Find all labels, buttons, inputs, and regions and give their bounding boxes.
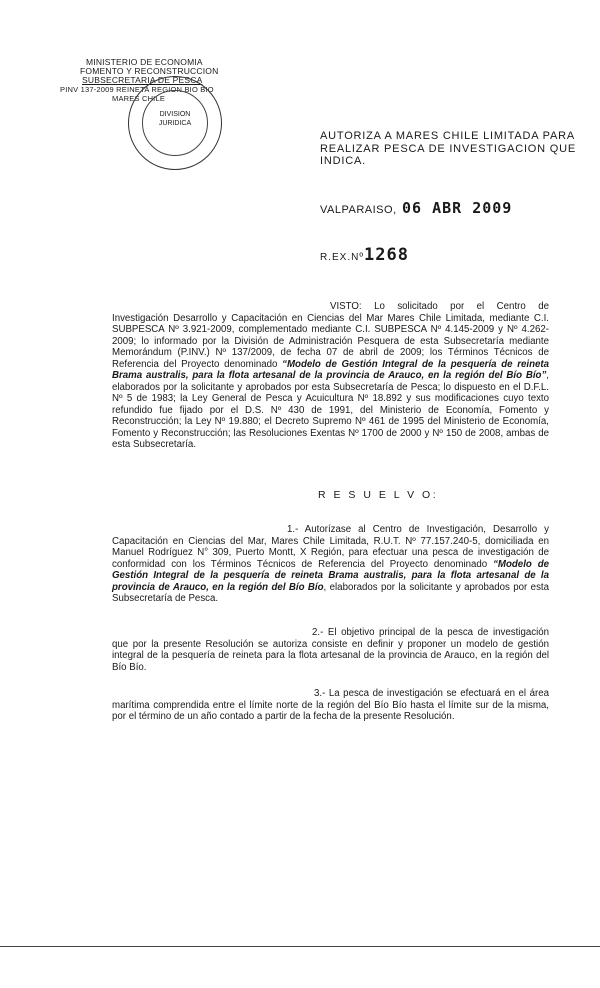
article-1-text-start: 1.- Autorízase al Centro de Investigación, Desarrollo y Capacitación en Ciencias del Mar, Mares Chile Limitada, R.U.T. Nº 77.157.240-5, domiciliada en Manuel Rodríguez N° 309, Puerto Montt, X Región, para efectuar una pesca de investigación de conformidad con los Términos Técnicos de Referencia del Proyecto denominado xyxy=(112,524,549,570)
visto-paragraph xyxy=(112,301,549,451)
article-1 xyxy=(112,524,549,605)
article-3 xyxy=(112,688,549,723)
ministry-line-2: FOMENTO Y RECONSTRUCCION xyxy=(80,66,219,76)
reference-line-1: PINV 137-2009 REINETA REGION BIO BIO xyxy=(60,85,214,94)
article-1-text-end: , elaborados por la solicitante y aprobados por esta Subsecretaría de Pesca. xyxy=(112,581,549,604)
rex-number: 1268 xyxy=(364,245,409,265)
visto-text-end: , elaborados por la solicitante y aprobados por esta Subsecretaría de Pesca; lo dispuesto en el D.F.L. Nº 5 de 1983; la Ley General de Pesca y Acuicultura Nº 18.892 y sus modificaciones cuyo texto refundido fue fijado por el D.S. Nº 430 de 1991, del Ministerio de Economía, Fomento y Reconstrucción; la Ley Nº 19.880; el Decreto Supremo Nº 461 de 1995 del Ministerio de Economía, Fomento y Reconstrucción; las Resoluciones Exentas Nº 1700 de 2000 y Nº 150 de 2008, ambas de esta Subsecretaría. xyxy=(112,370,549,450)
ministry-line-3: SUBSECRETARIA DE PESCA xyxy=(82,75,203,85)
bottom-page-rule xyxy=(0,946,600,947)
reference-line-2: MARES CHILE xyxy=(112,94,166,103)
title-line-1: AUTORIZA A MARES CHILE LIMITADA PARA xyxy=(320,130,575,142)
visto-heading: VISTO: xyxy=(330,301,362,312)
article-3-text: 3.- La pesca de investigación se efectuará en el área marítima comprendida entre el límite norte de la región del Bío Bío hasta el límite sur de la misma, por el término de un año contado a partir de la fecha de la presente Resolución. xyxy=(112,688,549,722)
date-stamp: 06 ABR 2009 xyxy=(402,199,513,217)
title-line-3: INDICA. xyxy=(320,155,366,167)
visto-project-title: “Modelo de Gestión Integral de la pesquería de reineta Brama australis, para la flota artesanal de la provincia de Arauco, en la región del Bío Bío” xyxy=(112,358,549,381)
visto-text-start: Lo solicitado por el Centro de Investigación Desarrollo y Capacitación en Ciencias del Mar Mares Chile Limitada, mediante C.I. SUBPESCA Nº 3.921-2009, complementado mediante C.I. SUBPESCA Nº 4.145-2009 y Nº 4.262-2009; lo informado por la División de Administración Pesquera de esta Subsecretaría mediante Memorándum (P.INV.) Nº 137/2009, de fecha 07 de abril de 2009; los Términos Técnicos de Referencia del Proyecto denominado xyxy=(112,301,549,370)
ministry-line-1: MINISTERIO DE ECONOMIA xyxy=(86,57,203,67)
resolution-title xyxy=(320,130,576,168)
seal-text-line-2: JURIDICA xyxy=(158,120,192,127)
rex-label: R.EX.Nº xyxy=(320,252,364,263)
article-1-project-title: “Modelo de Gestión Integral de la pesquería de reineta Brama australis, para la flota artesanal de la provincia de Arauco, en la región del Bío Bío xyxy=(112,558,549,593)
article-2-text: 2.- El objetivo principal de la pesca de investigación que por la presente Resolución se autoriza consiste en definir y proponer un modelo de gestión integral de la pesquería de reineta para la flota artesanal de la provincia de Arauco, en la región del Bío Bío. xyxy=(112,627,549,673)
article-2 xyxy=(112,627,549,673)
division-juridica-seal xyxy=(128,76,222,170)
place-label: VALPARAISO, xyxy=(320,204,397,216)
resuelvo-heading: R E S U E L V O: xyxy=(318,489,439,501)
title-line-2: REALIZAR PESCA DE INVESTIGACION QUE xyxy=(320,142,576,155)
seal-text-line-1: DIVISION xyxy=(159,111,191,118)
